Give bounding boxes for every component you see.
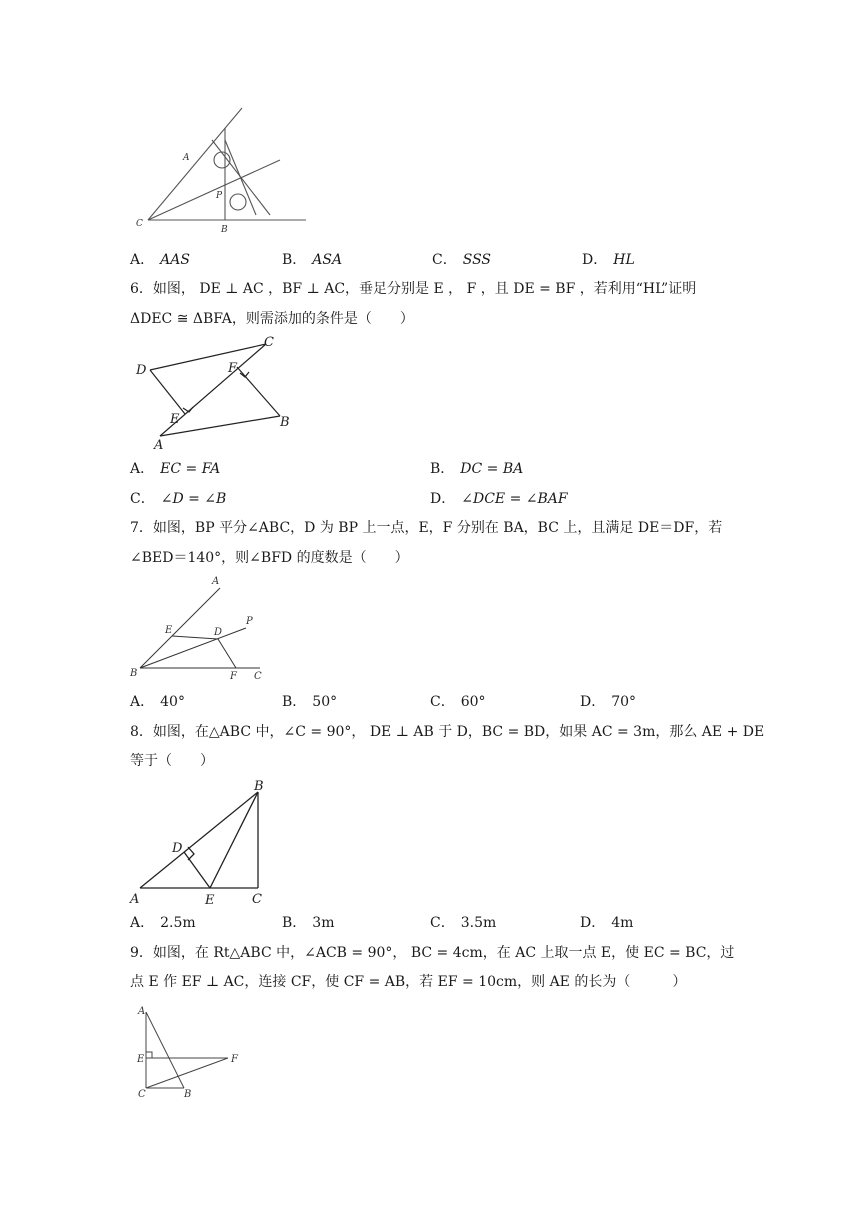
q5-figure xyxy=(130,100,320,240)
q8-label-c: C xyxy=(252,892,262,907)
q6-label-a: A xyxy=(154,438,164,453)
q8-option-a: A． 2.5m xyxy=(130,915,196,931)
q7-label-d: D xyxy=(214,627,223,638)
q5-label-b: B xyxy=(221,225,228,235)
q7-option-a: A． 40° xyxy=(130,694,185,710)
q6-option-b: B． DC = BA xyxy=(430,461,524,477)
q6-label-d: D xyxy=(136,363,147,378)
q6-label-e: E xyxy=(170,412,180,427)
q8-label-a: A xyxy=(130,892,140,907)
q7-label-e: E xyxy=(165,625,173,636)
q8-label-e: E xyxy=(205,893,215,908)
q6-option-a: A． EC = FA xyxy=(130,461,221,477)
q5-option-b: B． ASA xyxy=(282,252,343,268)
q7-label-c: C xyxy=(254,671,262,682)
q6-label-b: B xyxy=(280,415,290,430)
q8-stem-line2: 等于（ ） xyxy=(130,753,214,769)
q5-label-p: P xyxy=(216,191,223,201)
q9-figure xyxy=(132,1002,252,1102)
q6-label-f: F xyxy=(228,361,238,376)
q5-option-a: A． AAS xyxy=(130,252,190,268)
q7-label-a: A xyxy=(212,576,220,587)
q5-label-c: C xyxy=(136,219,143,229)
q8-label-d: D xyxy=(172,841,183,856)
q5-option-d: D． HL xyxy=(582,252,635,268)
q6-option-c: C． ∠D = ∠B xyxy=(130,491,227,507)
q8-option-c: C． 3.5m xyxy=(430,915,497,931)
q5-option-c: C． SSS xyxy=(432,252,491,268)
q8-option-b: B． 3m xyxy=(282,915,335,931)
q9-label-c: C xyxy=(138,1089,146,1100)
q9-stem-line2: 点 E 作 EF ⊥ AC，连接 CF，使 CF = AB，若 EF = 10cm，则 AE 的长为（ ） xyxy=(130,974,687,990)
q7-option-c: C． 60° xyxy=(430,694,486,710)
q7-figure xyxy=(128,572,278,684)
q7-option-b: B． 50° xyxy=(282,694,338,710)
q9-label-a: A xyxy=(138,1006,146,1017)
q8-label-b: B xyxy=(254,779,264,794)
q6-figure xyxy=(130,332,300,454)
q8-stem-line1: 8．如图，在△ABC 中，∠C = 90°， DE ⊥ AB 于 D，BC = BD，如果 AC = 3m，那么 AE + DE xyxy=(130,724,765,740)
q9-stem-line1: 9．如图，在 Rt△ABC 中，∠ACB = 90°， BC = 4cm，在 AC 上取一点 E，使 EC = BC，过 xyxy=(130,945,735,961)
q6-label-c: C xyxy=(264,335,274,350)
q7-label-p: P xyxy=(246,616,253,627)
q5-label-a: A xyxy=(183,153,190,163)
q7-label-b: B xyxy=(130,668,138,679)
q7-stem-line2: ∠BED＝140°，则∠BFD 的度数是（ ） xyxy=(130,550,409,566)
q6-stem-line1: 6．如图， DE ⊥ AC ，BF ⊥ AC，垂足分别是 E ， F ，且 DE = BF ，若利用“HL”证明 xyxy=(130,281,697,297)
q7-stem-line1: 7．如图，BP 平分∠ABC，D 为 BP 上一点，E，F 分别在 BA，BC 上，且满足 DE＝DF，若 xyxy=(130,520,723,536)
q9-label-e: E xyxy=(137,1054,145,1065)
q8-figure xyxy=(128,776,278,908)
q9-label-b: B xyxy=(184,1089,192,1100)
q7-option-d: D． 70° xyxy=(580,694,637,710)
q7-label-f: F xyxy=(230,671,237,682)
q9-label-f: F xyxy=(231,1054,238,1065)
q6-option-d: D． ∠DCE = ∠BAF xyxy=(430,491,568,507)
q6-stem-line2: ΔDEC ≅ ΔBFA，则需添加的条件是（ ） xyxy=(130,311,414,327)
q8-option-d: D． 4m xyxy=(580,915,634,931)
